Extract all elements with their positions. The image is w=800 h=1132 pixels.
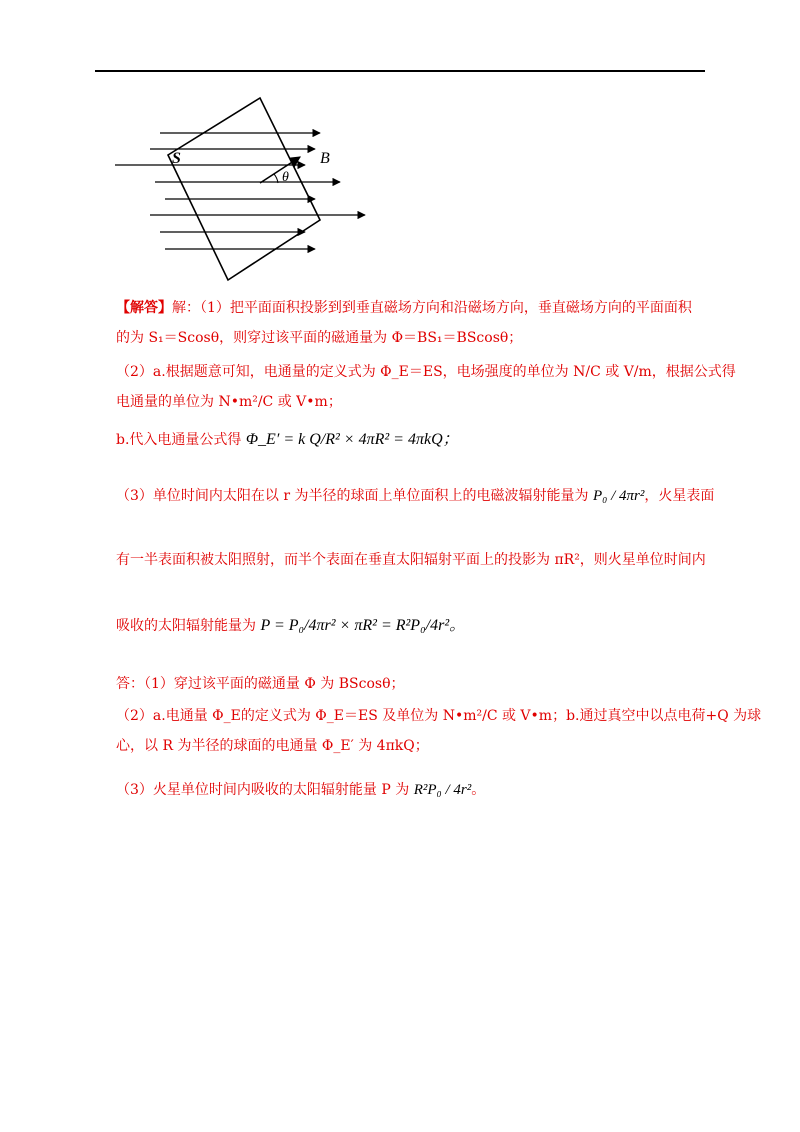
conclusion-2: （2）a.电通量 Φ_E的定义式为 Φ_E＝ES 及单位为 N•m²/C 或 V•m；b.通过真空中以点电荷+Q 为球 (116, 708, 762, 724)
formula-power: P = P₀/4πr² × πR² = R²P₀/4r²。 (260, 617, 466, 634)
label-theta: θ (282, 170, 289, 185)
answer-line-4: 电通量的单位为 N•m²/C 或 V•m； (116, 394, 342, 410)
answer-line-5 (116, 430, 459, 450)
conclusion-1: 答：（1）穿过该平面的磁通量 Φ 为 BScosθ； (116, 676, 405, 692)
plane-s (168, 98, 320, 280)
fraction-p0: P₀ / 4πr² (592, 488, 645, 504)
fraction-result: R²P₀ / 4r² (413, 782, 472, 798)
answer-line-1 (116, 298, 692, 318)
conclusion-3: 心，以 R 为半径的球面的电通量 Φ_E′ 为 4πkQ； (116, 738, 429, 754)
normal-vector (260, 157, 300, 183)
answer-tag: 【解答】 (116, 300, 172, 316)
answer-line-1-text: 解：（1）把平面面积投影到到垂直磁场方向和沿磁场方向，垂直磁场方向的平面面积 (172, 300, 692, 316)
answer-line-8 (116, 616, 465, 636)
answer-line-2: 的为 S₁＝Scosθ，则穿过该平面的磁通量为 Φ＝BS₁＝BScosθ； (116, 330, 523, 346)
answer-line-6 (116, 486, 714, 506)
answer-line-5-prefix: b.代入电通量公式得 (116, 432, 242, 448)
answer-line-8-prefix: 吸收的太阳辐射能量为 (116, 618, 256, 634)
conclusion-4-tail: 。 (471, 782, 486, 798)
answer-line-6-tail: ，火星表面 (644, 488, 715, 504)
top-rule (95, 70, 705, 72)
conclusion-4-prefix: （3）火星单位时间内吸收的太阳辐射能量 P 为 (116, 782, 410, 798)
conclusion-4 (116, 780, 485, 800)
magnetic-flux-figure (110, 95, 380, 285)
label-b: B (320, 150, 330, 167)
formula-flux: Φ_E′ = k Q/R² × 4πR² = 4πkQ； (245, 431, 459, 448)
answer-line-6-text: （3）单位时间内太阳在以 r 为半径的球面上单位面积上的电磁波辐射能量为 (116, 488, 589, 504)
answer-line-7: 有一半表面积被太阳照射，而半个表面在垂直太阳辐射平面上的投影为 πR²，则火星单位时间内 (116, 552, 706, 568)
label-s: S (172, 150, 181, 167)
answer-line-3: （2）a.根据题意可知，电通量的定义式为 Φ_E＝ES，电场强度的单位为 N/C 或 V/m，根据公式得 (116, 364, 736, 380)
